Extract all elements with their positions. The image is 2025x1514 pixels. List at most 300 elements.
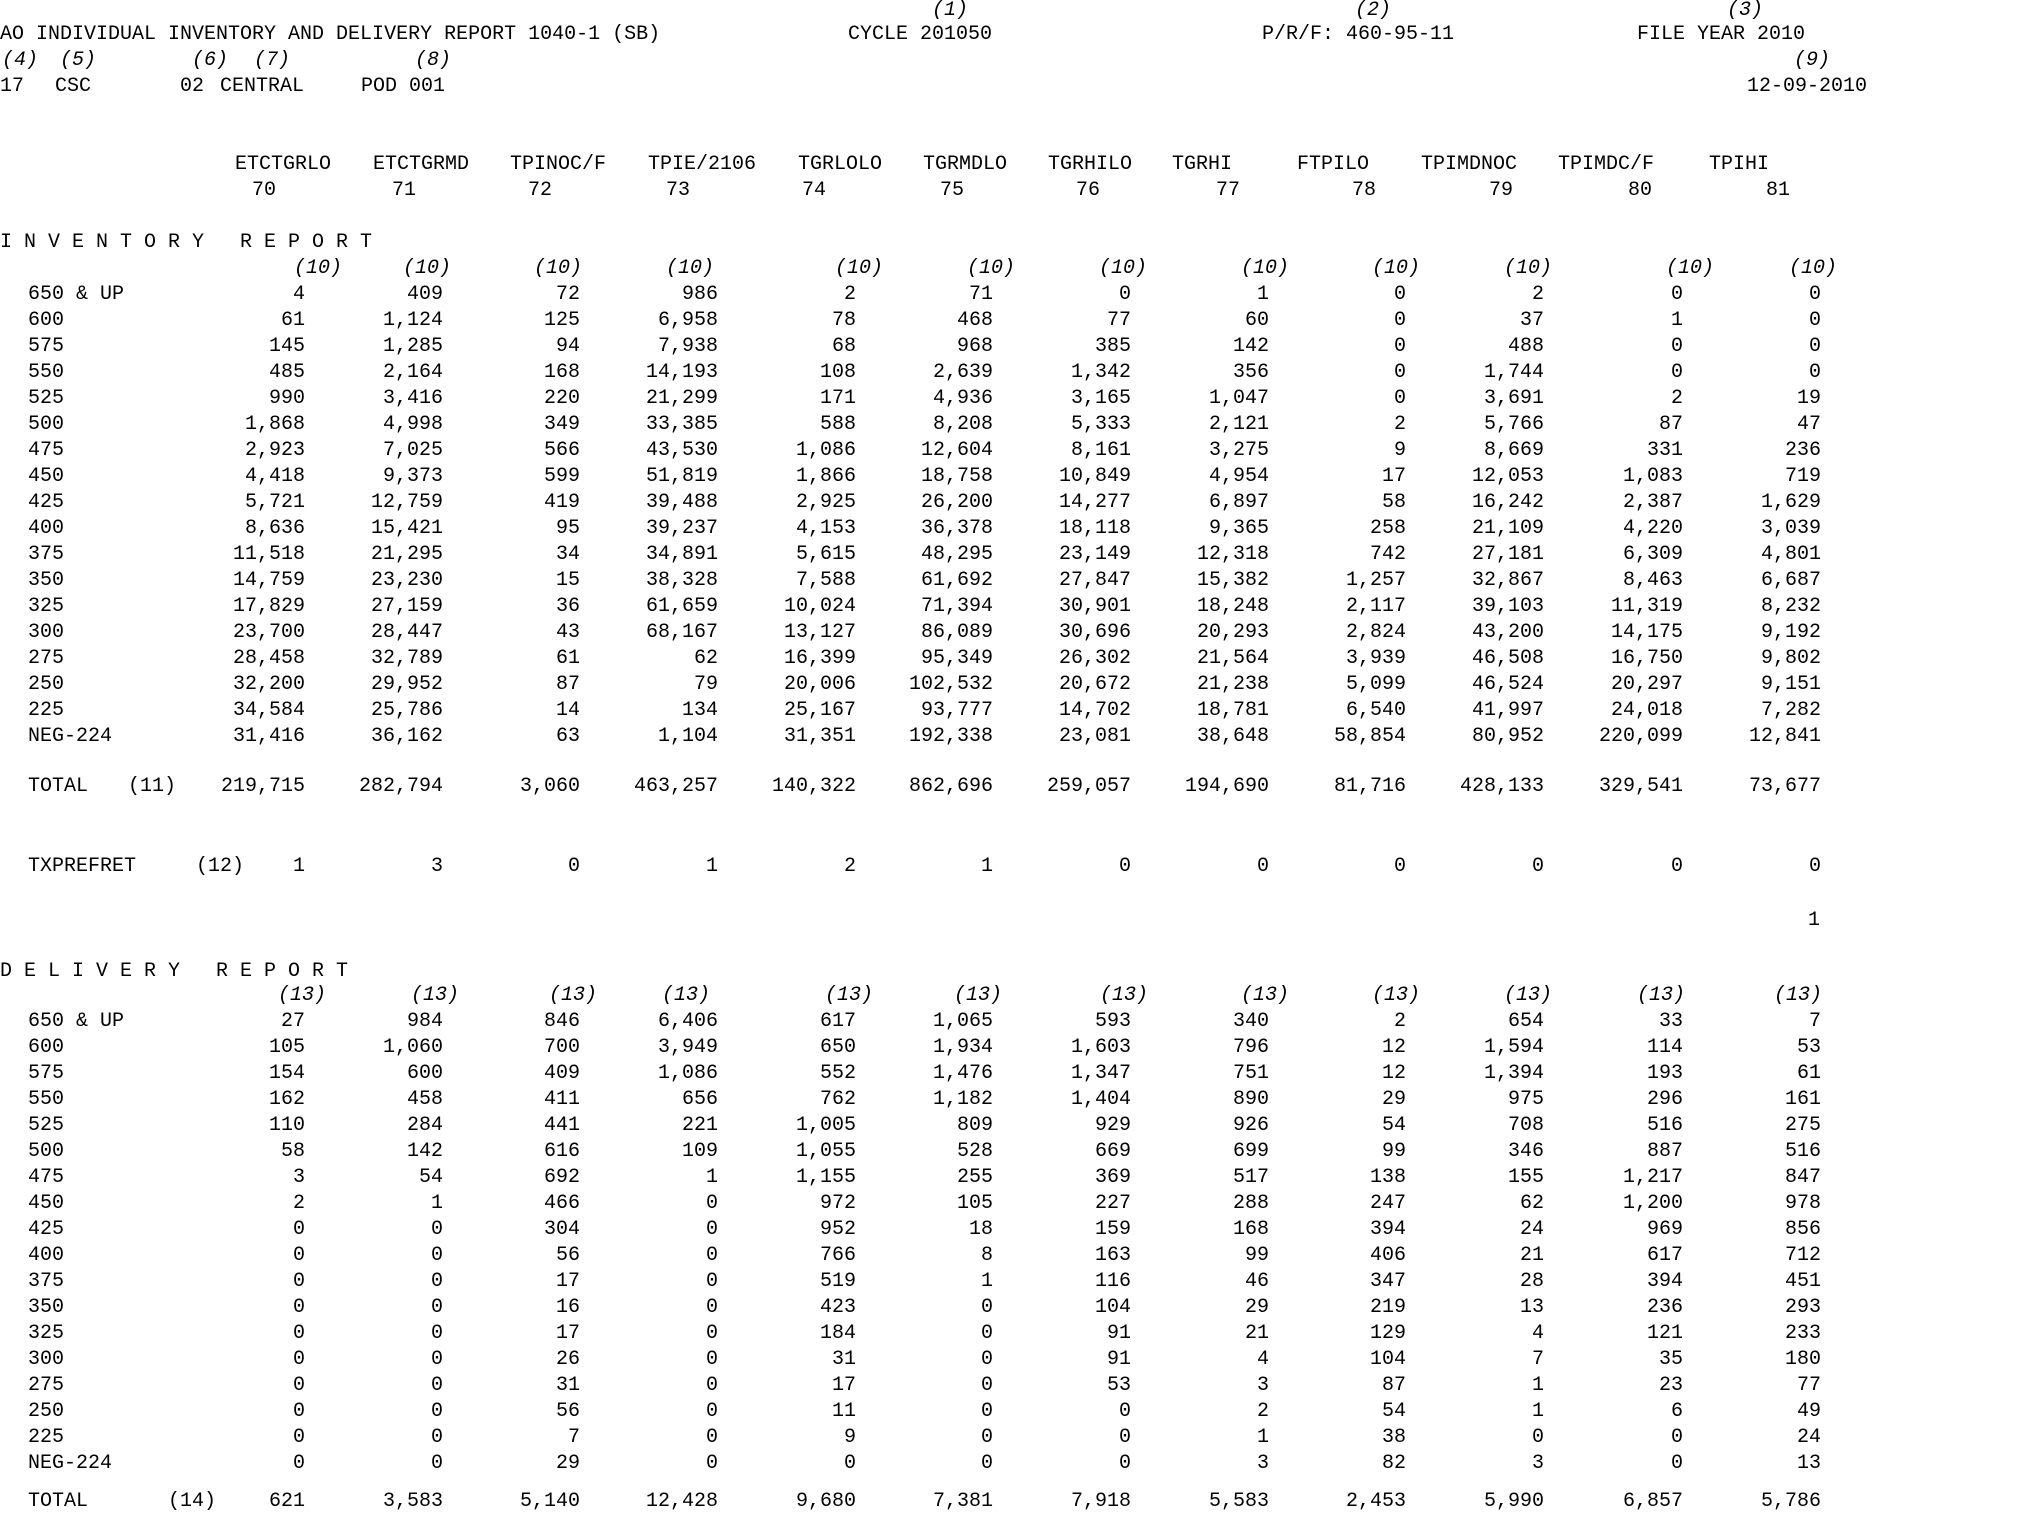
- table-cell: 926: [1232, 1114, 1269, 1137]
- table-cell: 0: [1670, 1452, 1683, 1475]
- table-cell: 1,868: [244, 413, 305, 436]
- table-row: [0, 596, 1860, 618]
- table-cell: 99: [1381, 1140, 1406, 1163]
- row-label: 475: [28, 439, 65, 462]
- column-note: (10): [1503, 257, 1552, 280]
- table-cell: 2: [1670, 387, 1683, 410]
- table-cell: 5,333: [1070, 413, 1131, 436]
- table-cell: 890: [1232, 1088, 1269, 1111]
- table-cell: 180: [1784, 1348, 1821, 1371]
- table-cell: 621: [268, 1490, 305, 1513]
- column-number: 76: [1075, 179, 1100, 202]
- table-cell: 134: [681, 699, 718, 722]
- table-cell: 12,604: [920, 439, 993, 462]
- table-cell: 1,060: [382, 1036, 443, 1059]
- table-row: [0, 1297, 1860, 1319]
- table-cell: 61,692: [920, 569, 993, 592]
- table-cell: 288: [1232, 1192, 1269, 1215]
- table-cell: 0: [1670, 335, 1683, 358]
- pod: POD 001: [361, 75, 446, 98]
- table-cell: 0: [705, 1322, 718, 1345]
- table-cell: 38: [1381, 1426, 1406, 1449]
- table-cell: 16,750: [1610, 647, 1683, 670]
- table-cell: 142: [406, 1140, 443, 1163]
- table-cell: 79: [693, 673, 718, 696]
- table-cell: 0: [292, 1426, 305, 1449]
- table-cell: 0: [980, 1400, 993, 1423]
- table-cell: 968: [956, 335, 993, 358]
- table-cell: 0: [430, 1426, 443, 1449]
- table-row: [0, 648, 1860, 670]
- table-cell: 56: [555, 1400, 580, 1423]
- column-note: (10): [1665, 257, 1714, 280]
- table-cell: 23,081: [1058, 725, 1131, 748]
- row-label: 500: [28, 1140, 65, 1163]
- table-cell: 929: [1094, 1114, 1131, 1137]
- table-cell: 49: [1796, 1400, 1821, 1423]
- table-cell: 12,053: [1471, 465, 1544, 488]
- table-cell: 56: [555, 1244, 580, 1267]
- table-cell: 2,824: [1345, 621, 1406, 644]
- cycle: CYCLE 201050: [848, 23, 993, 46]
- table-cell: 394: [1369, 1218, 1406, 1241]
- table-cell: 17: [555, 1322, 580, 1345]
- table-row: [0, 1141, 1860, 1163]
- table-cell: 1: [292, 855, 305, 878]
- table-row: [0, 1271, 1860, 1293]
- table-row: [0, 362, 1860, 384]
- table-cell: 54: [418, 1166, 443, 1189]
- table-cell: 275: [1784, 1114, 1821, 1137]
- table-cell: 329,541: [1598, 775, 1683, 798]
- table-cell: 3: [292, 1166, 305, 1189]
- table-cell: 259,057: [1046, 775, 1131, 798]
- table-cell: 304: [543, 1218, 580, 1241]
- table-cell: 87: [1658, 413, 1683, 436]
- table-cell: 0: [1393, 361, 1406, 384]
- table-cell: 5,721: [244, 491, 305, 514]
- row-label: 500: [28, 413, 65, 436]
- table-cell: 519: [819, 1270, 856, 1293]
- table-cell: 29: [1381, 1088, 1406, 1111]
- table-cell: 0: [705, 1426, 718, 1449]
- column-number: 79: [1488, 179, 1513, 202]
- table-cell: 7,381: [932, 1490, 993, 1513]
- table-row: [0, 492, 1860, 514]
- table-cell: 296: [1646, 1088, 1683, 1111]
- column-name: TGRMDLO: [923, 153, 1008, 176]
- table-cell: 984: [406, 1010, 443, 1033]
- table-cell: 1,342: [1070, 361, 1131, 384]
- table-cell: 5,583: [1208, 1490, 1269, 1513]
- table-row: [0, 622, 1860, 644]
- table-cell: 1: [980, 1270, 993, 1293]
- table-cell: 1,603: [1070, 1036, 1131, 1059]
- table-cell: 6,897: [1208, 491, 1269, 514]
- table-cell: 32,867: [1471, 569, 1544, 592]
- column-number: 77: [1215, 179, 1240, 202]
- table-cell: 27,159: [370, 595, 443, 618]
- table-cell: 23: [1658, 1374, 1683, 1397]
- table-cell: 975: [1507, 1088, 1544, 1111]
- table-cell: 485: [268, 361, 305, 384]
- column-note: (10): [966, 257, 1015, 280]
- table-cell: 28: [1519, 1270, 1544, 1293]
- column-note: (10): [402, 257, 451, 280]
- table-cell: 31: [831, 1348, 856, 1371]
- table-cell: 108: [819, 361, 856, 384]
- column-name: TPIMDNOC: [1421, 153, 1518, 176]
- table-cell: 463,257: [633, 775, 718, 798]
- table-cell: 4,954: [1208, 465, 1269, 488]
- table-cell: 766: [819, 1244, 856, 1267]
- column-note: (13): [1636, 984, 1685, 1007]
- table-cell: 58,854: [1333, 725, 1406, 748]
- office-code: 17: [0, 75, 25, 98]
- table-cell: 3,939: [1345, 647, 1406, 670]
- table-cell: 193: [1646, 1062, 1683, 1085]
- table-cell: 114: [1646, 1036, 1683, 1059]
- table-cell: 18,781: [1196, 699, 1269, 722]
- table-cell: 468: [956, 309, 993, 332]
- table-cell: 154: [268, 1062, 305, 1085]
- table-cell: 61: [1796, 1062, 1821, 1085]
- table-cell: 719: [1784, 465, 1821, 488]
- table-cell: 700: [543, 1036, 580, 1059]
- table-cell: 12,841: [1748, 725, 1821, 748]
- column-name: TGRHILO: [1048, 153, 1133, 176]
- table-cell: 27,847: [1058, 569, 1131, 592]
- table-cell: 192,338: [908, 725, 993, 748]
- table-row: [0, 1037, 1860, 1059]
- table-cell: 5,766: [1483, 413, 1544, 436]
- row-label: TOTAL: [28, 1490, 89, 1513]
- row-label: 350: [28, 1296, 65, 1319]
- table-cell: 110: [268, 1114, 305, 1137]
- table-cell: 18: [968, 1218, 993, 1241]
- table-cell: 0: [1118, 1452, 1131, 1475]
- table-row: [0, 414, 1860, 436]
- table-row: [0, 1219, 1860, 1241]
- table-cell: 34,891: [645, 543, 718, 566]
- table-cell: 0: [430, 1348, 443, 1371]
- row-label: 475: [28, 1166, 65, 1189]
- summary-row: [0, 856, 1860, 878]
- table-cell: 2: [1256, 1400, 1269, 1423]
- table-cell: 11,518: [232, 543, 305, 566]
- table-cell: 3,039: [1760, 517, 1821, 540]
- table-cell: 3: [430, 855, 443, 878]
- table-cell: 14: [555, 699, 580, 722]
- column-number: 72: [527, 179, 552, 202]
- table-cell: 163: [1094, 1244, 1131, 1267]
- table-cell: 5,140: [519, 1490, 580, 1513]
- table-cell: 21,109: [1471, 517, 1544, 540]
- table-cell: 63: [555, 725, 580, 748]
- table-cell: 8,208: [932, 413, 993, 436]
- table-cell: 1,200: [1622, 1192, 1683, 1215]
- table-cell: 411: [543, 1088, 580, 1111]
- table-cell: 528: [956, 1140, 993, 1163]
- table-cell: 26,200: [920, 491, 993, 514]
- row-label: 400: [28, 517, 65, 540]
- table-cell: 12,759: [370, 491, 443, 514]
- note-1: (1): [932, 0, 969, 22]
- table-cell: 0: [705, 1374, 718, 1397]
- table-cell: 1,124: [382, 309, 443, 332]
- table-cell: 3,691: [1483, 387, 1544, 410]
- table-cell: 104: [1094, 1296, 1131, 1319]
- table-cell: 247: [1369, 1192, 1406, 1215]
- table-cell: 54: [1381, 1114, 1406, 1137]
- table-cell: 10,849: [1058, 465, 1131, 488]
- table-cell: 0: [1670, 283, 1683, 306]
- table-cell: 2: [1393, 413, 1406, 436]
- table-cell: 3,949: [657, 1036, 718, 1059]
- table-row: [0, 336, 1860, 358]
- table-cell: 13,127: [783, 621, 856, 644]
- table-cell: 255: [956, 1166, 993, 1189]
- table-cell: 3,165: [1070, 387, 1131, 410]
- table-cell: 516: [1646, 1114, 1683, 1137]
- table-cell: 25,786: [370, 699, 443, 722]
- table-cell: 1,404: [1070, 1088, 1131, 1111]
- table-cell: 6,857: [1622, 1490, 1683, 1513]
- column-name: TGRLOLO: [798, 153, 883, 176]
- table-cell: 91: [1106, 1348, 1131, 1371]
- table-cell: 9,192: [1760, 621, 1821, 644]
- table-cell: 4,220: [1622, 517, 1683, 540]
- table-cell: 708: [1507, 1114, 1544, 1137]
- table-cell: 35: [1658, 1348, 1683, 1371]
- table-cell: 0: [430, 1374, 443, 1397]
- table-cell: 409: [406, 283, 443, 306]
- table-row: [0, 284, 1860, 306]
- row-label: 250: [28, 673, 65, 696]
- table-row: [0, 1167, 1860, 1189]
- table-cell: 15,421: [370, 517, 443, 540]
- table-cell: 21: [1244, 1322, 1269, 1345]
- area-code: 02: [180, 75, 205, 98]
- table-cell: 2: [292, 1192, 305, 1215]
- table-cell: 3: [1531, 1452, 1544, 1475]
- table-cell: 1,086: [795, 439, 856, 462]
- table-cell: 6: [1670, 1400, 1683, 1423]
- note-7: (7): [254, 49, 291, 72]
- table-cell: 0: [980, 1374, 993, 1397]
- table-cell: 34: [555, 543, 580, 566]
- table-cell: 349: [543, 413, 580, 436]
- table-cell: 48,295: [920, 543, 993, 566]
- note-5: (5): [60, 49, 97, 72]
- table-cell: 72: [555, 283, 580, 306]
- table-cell: 0: [292, 1296, 305, 1319]
- table-cell: 600: [406, 1062, 443, 1085]
- table-cell: 517: [1232, 1166, 1269, 1189]
- table-cell: 220,099: [1598, 725, 1683, 748]
- column-note: (13): [1240, 984, 1289, 1007]
- table-cell: 0: [1118, 1426, 1131, 1449]
- table-cell: 68: [831, 335, 856, 358]
- table-cell: 0: [705, 1218, 718, 1241]
- table-cell: 847: [1784, 1166, 1821, 1189]
- table-cell: 38,648: [1196, 725, 1269, 748]
- row-label: TXPREFRET: [28, 855, 137, 878]
- column-number: 71: [391, 179, 416, 202]
- table-cell: 2,453: [1345, 1490, 1406, 1513]
- column-note: (10): [665, 257, 714, 280]
- column-name: ETCTGRLO: [235, 153, 332, 176]
- table-cell: 3,275: [1208, 439, 1269, 462]
- table-cell: 71,394: [920, 595, 993, 618]
- table-cell: 7,918: [1070, 1490, 1131, 1513]
- table-cell: 4,153: [795, 517, 856, 540]
- table-cell: 53: [1796, 1036, 1821, 1059]
- row-label: 375: [28, 543, 65, 566]
- table-cell: 161: [1784, 1088, 1821, 1111]
- table-cell: 4,801: [1760, 543, 1821, 566]
- table-cell: 1,347: [1070, 1062, 1131, 1085]
- table-cell: 20,297: [1610, 673, 1683, 696]
- table-cell: 0: [1393, 335, 1406, 358]
- table-row: [0, 1193, 1860, 1215]
- column-number: 70: [251, 179, 276, 202]
- table-cell: 1,065: [932, 1010, 993, 1033]
- column-number: 80: [1627, 179, 1652, 202]
- table-cell: 82: [1381, 1452, 1406, 1475]
- table-cell: 654: [1507, 1010, 1544, 1033]
- column-name: TPIE/2106: [648, 153, 757, 176]
- table-cell: 39,237: [645, 517, 718, 540]
- column-note: (13): [548, 984, 597, 1007]
- table-cell: 2: [843, 855, 856, 878]
- table-cell: 588: [819, 413, 856, 436]
- site: CSC: [55, 75, 92, 98]
- table-cell: 952: [819, 1218, 856, 1241]
- table-cell: 11: [831, 1400, 856, 1423]
- table-cell: 77: [1796, 1374, 1821, 1397]
- table-cell: 284: [406, 1114, 443, 1137]
- table-cell: 0: [980, 1296, 993, 1319]
- table-cell: 1,629: [1760, 491, 1821, 514]
- table-cell: 2: [1531, 283, 1544, 306]
- table-cell: 617: [819, 1010, 856, 1033]
- table-cell: 14,759: [232, 569, 305, 592]
- table-cell: 12: [1381, 1036, 1406, 1059]
- table-cell: 2,164: [382, 361, 443, 384]
- table-cell: 15: [555, 569, 580, 592]
- table-cell: 95,349: [920, 647, 993, 670]
- table-cell: 617: [1646, 1244, 1683, 1267]
- table-cell: 41,997: [1471, 699, 1544, 722]
- table-cell: 0: [292, 1374, 305, 1397]
- column-name: ETCTGRMD: [373, 153, 470, 176]
- table-row: [0, 466, 1860, 488]
- table-row: [0, 544, 1860, 566]
- note-8: (8): [415, 49, 452, 72]
- table-cell: 0: [1393, 283, 1406, 306]
- table-cell: 11,319: [1610, 595, 1683, 618]
- table-cell: 593: [1094, 1010, 1131, 1033]
- table-cell: 650: [819, 1036, 856, 1059]
- table-cell: 9,680: [795, 1490, 856, 1513]
- table-cell: 0: [843, 1452, 856, 1475]
- column-number: 78: [1351, 179, 1376, 202]
- table-cell: 121: [1646, 1322, 1683, 1345]
- table-cell: 10,024: [783, 595, 856, 618]
- table-cell: 856: [1784, 1218, 1821, 1241]
- report-date: 12-09-2010: [1747, 75, 1868, 98]
- table-row: [0, 1427, 1860, 1449]
- table-row: [0, 1323, 1860, 1345]
- row-label: 375: [28, 1270, 65, 1293]
- note-9: (9): [1794, 49, 1831, 72]
- table-cell: 1,055: [795, 1140, 856, 1163]
- table-cell: 4,936: [932, 387, 993, 410]
- table-cell: 1,866: [795, 465, 856, 488]
- table-cell: 0: [292, 1270, 305, 1293]
- table-cell: 1,005: [795, 1114, 856, 1137]
- summary-row: [0, 776, 1860, 798]
- table-cell: 369: [1094, 1166, 1131, 1189]
- report-title: AO INDIVIDUAL INVENTORY AND DELIVERY REPORT 1040-1 (SB): [0, 23, 661, 46]
- table-cell: 93,777: [920, 699, 993, 722]
- table-cell: 1: [1531, 1400, 1544, 1423]
- table-cell: 58: [1381, 491, 1406, 514]
- table-cell: 24: [1519, 1218, 1544, 1241]
- table-cell: 29: [1244, 1296, 1269, 1319]
- table-cell: 0: [1393, 855, 1406, 878]
- column-name: FTPILO: [1297, 153, 1370, 176]
- column-name: TGRHI: [1172, 153, 1233, 176]
- table-cell: 2,387: [1622, 491, 1683, 514]
- table-cell: 102,532: [908, 673, 993, 696]
- table-cell: 0: [980, 1322, 993, 1345]
- table-cell: 21,299: [645, 387, 718, 410]
- table-cell: 347: [1369, 1270, 1406, 1293]
- column-note: (13): [1503, 984, 1552, 1007]
- table-cell: 846: [543, 1010, 580, 1033]
- table-cell: 0: [430, 1400, 443, 1423]
- row-label: 575: [28, 335, 65, 358]
- table-cell: 61,659: [645, 595, 718, 618]
- table-cell: 0: [1393, 309, 1406, 332]
- table-cell: 80,952: [1471, 725, 1544, 748]
- table-row: [0, 1375, 1860, 1397]
- table-row: [0, 1453, 1860, 1475]
- table-cell: 46: [1244, 1270, 1269, 1293]
- table-cell: 8,669: [1483, 439, 1544, 462]
- table-cell: 71: [968, 283, 993, 306]
- table-cell: 68,167: [645, 621, 718, 644]
- table-cell: 18,248: [1196, 595, 1269, 618]
- table-cell: 27,181: [1471, 543, 1544, 566]
- table-cell: 340: [1232, 1010, 1269, 1033]
- table-cell: 599: [543, 465, 580, 488]
- table-cell: 796: [1232, 1036, 1269, 1059]
- table-cell: 51,819: [645, 465, 718, 488]
- table-cell: 36,378: [920, 517, 993, 540]
- table-cell: 0: [292, 1218, 305, 1241]
- table-cell: 0: [980, 1426, 993, 1449]
- table-cell: 16,242: [1471, 491, 1544, 514]
- table-cell: 28,447: [370, 621, 443, 644]
- table-cell: 9,373: [382, 465, 443, 488]
- column-note: (10): [1240, 257, 1289, 280]
- table-cell: 5,786: [1760, 1490, 1821, 1513]
- table-cell: 77: [1106, 309, 1131, 332]
- table-cell: 168: [1232, 1218, 1269, 1241]
